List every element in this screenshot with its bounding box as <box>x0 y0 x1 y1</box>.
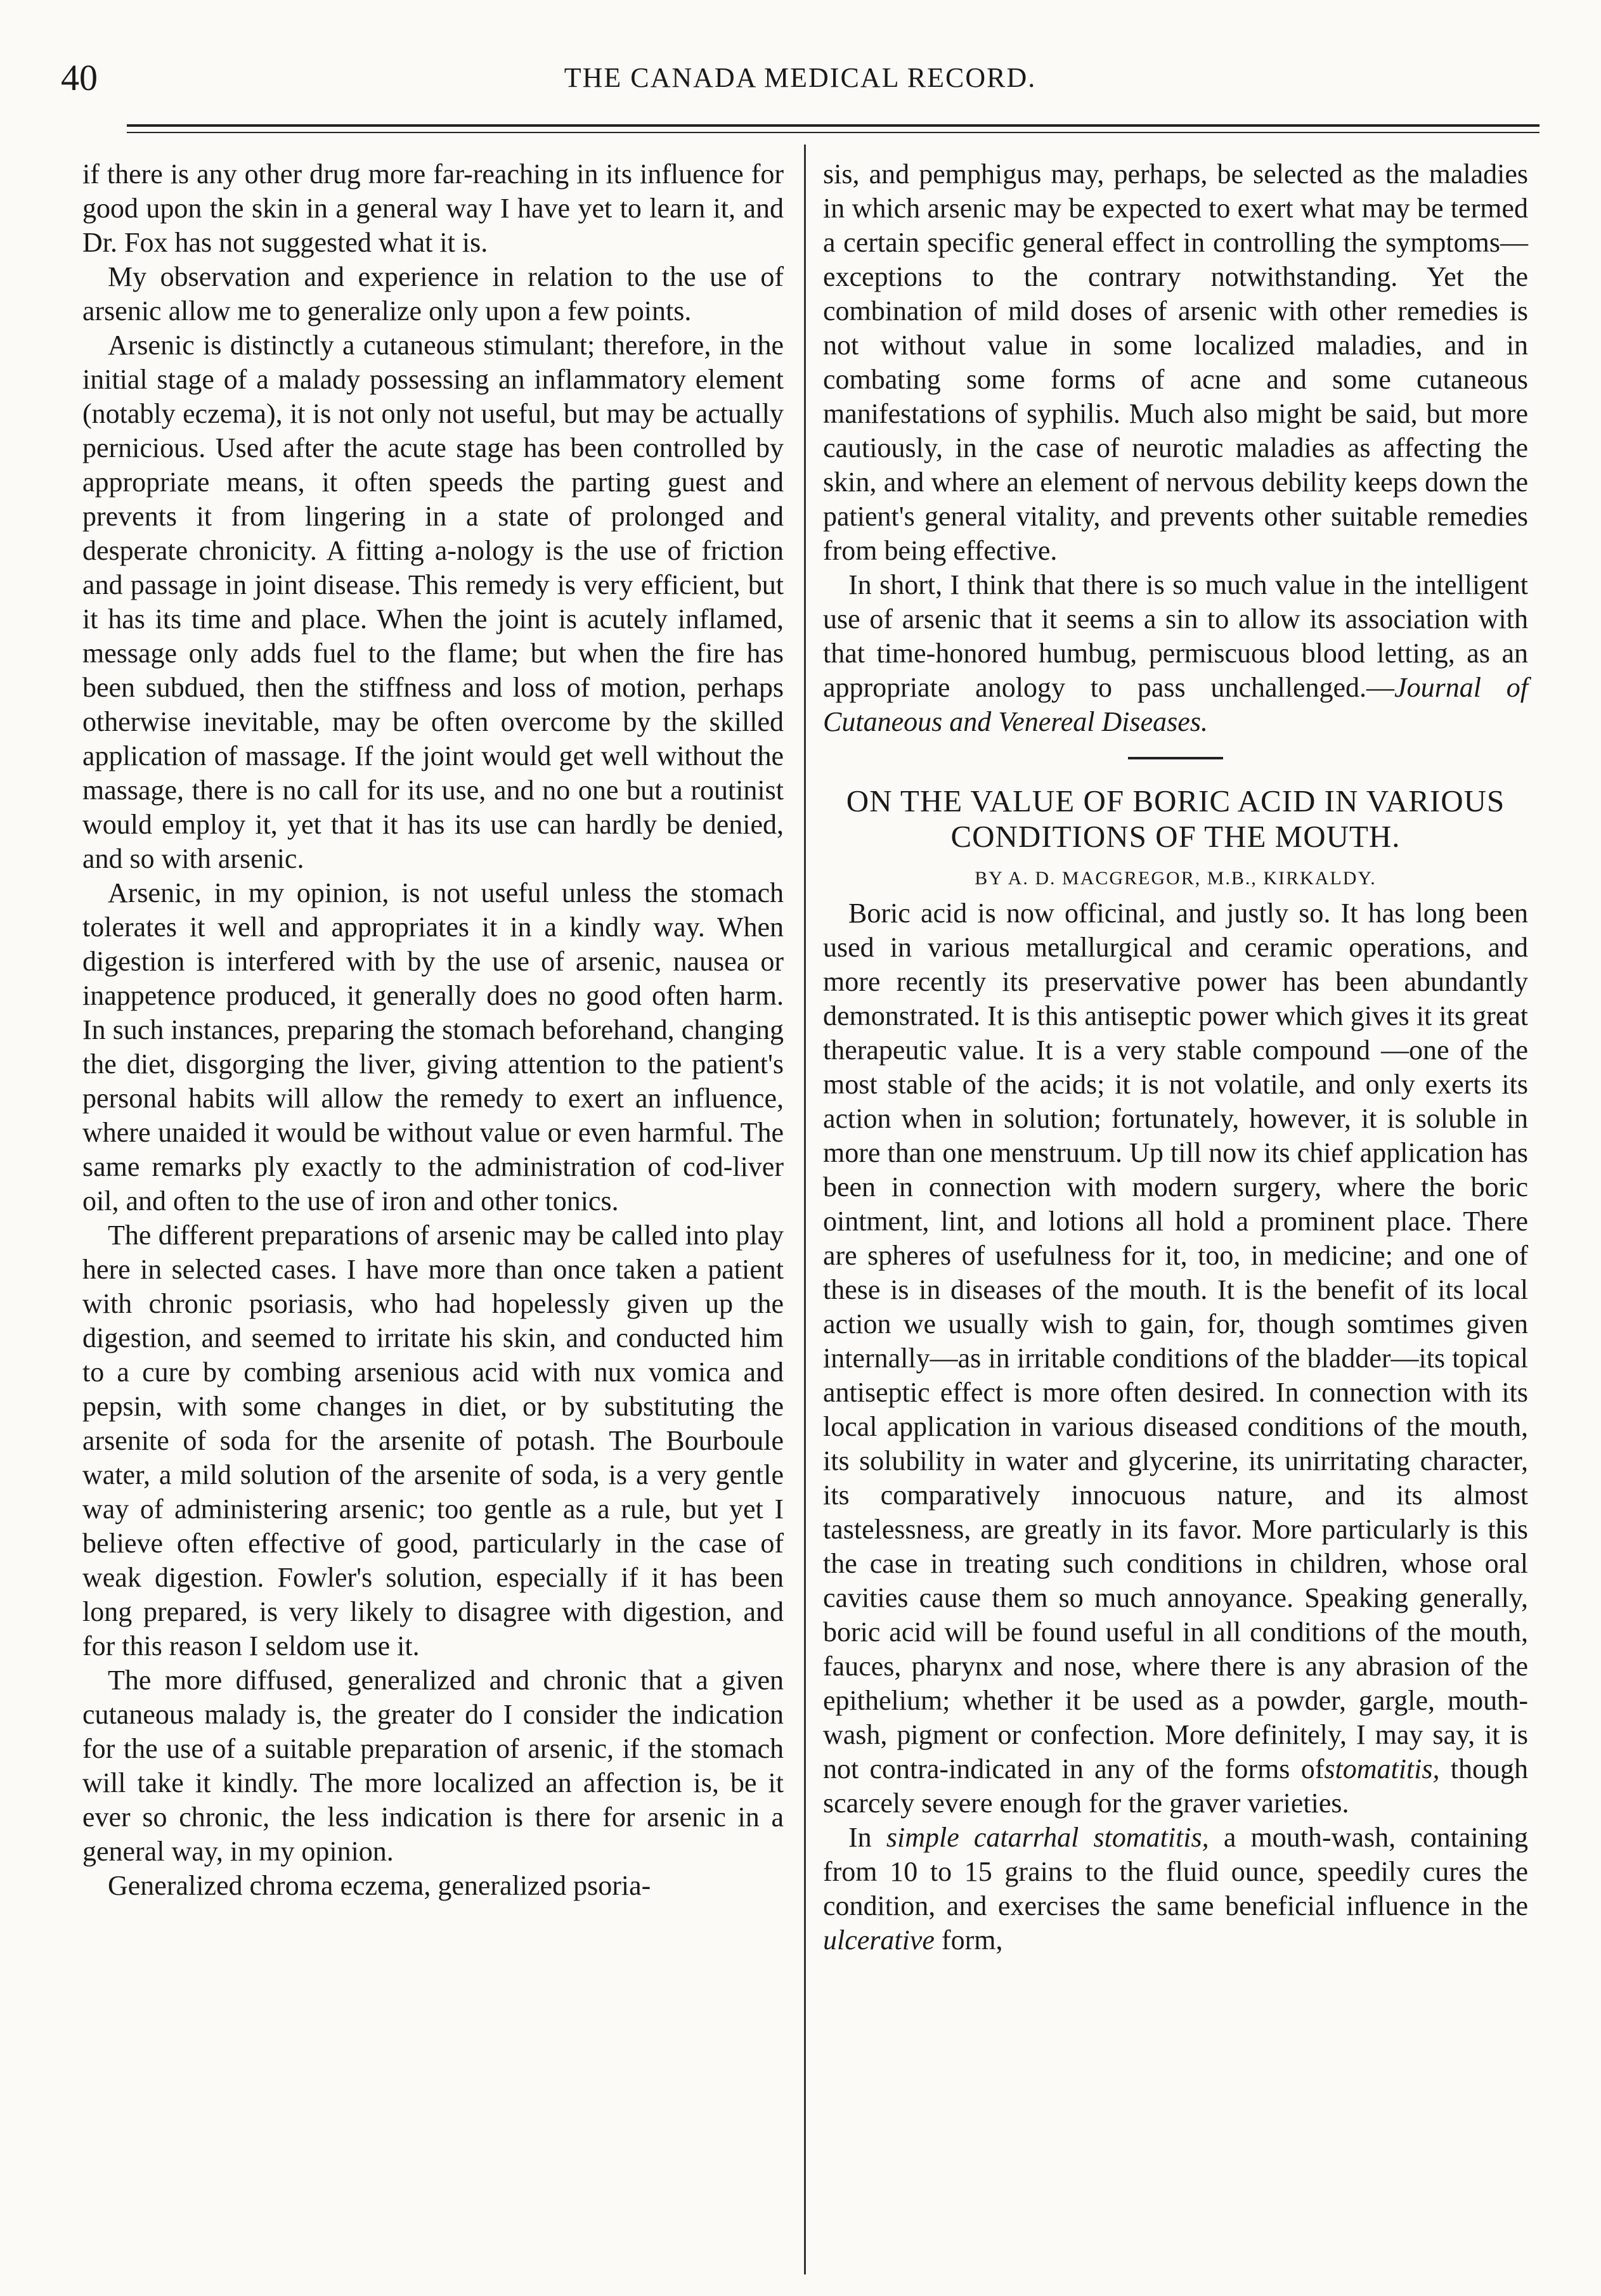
italic-term: stomatitis, <box>1324 1753 1440 1784</box>
paragraph: if there is any other drug more far-reaching in its influence for good upon the skin in a general way I have yet to learn it, and Dr. Fox has not suggested what it is. <box>82 158 784 258</box>
paragraph: My observation and experience in relation to the use of arsenic allow me to generalize only upon a few points. <box>82 261 784 326</box>
paragraph: The different preparations of arsenic may be called into play here in selected cases. I have more than once taken a patient with chronic psoriasis, who had hopelessly given up the digestion, and seemed to irritate his skin, and conducted him to a cure by combing arsenious acid with nux vomica and pepsin, with some changes in diet, or by substituting the arsenite of soda for the arsenite of potash. The Bourboule water, a mild solution of the arsenite of soda, is a very gentle way of administering arsenic; too gentle as a rule, but yet I believe often effective of good, particularly in the case of weak digestion. Fowler's solution, especially if it has been long prepared, is very likely to disagree with digestion, and for this reason I seldom use it. <box>82 1220 784 1661</box>
paragraph <box>823 896 1528 1821</box>
column-divider <box>804 145 806 2274</box>
paragraph: sis, and pemphigus may, perhaps, be selected as the maladies in which arsenic may be expected to exert what may be termed a certain specific general effect in controlling the symptoms—exceptions to the contrary notwithstanding. Yet the combination of mild doses of arsenic with other remedies is not without value in some localized maladies, and in combating some forms of acne and some cutaneous manifestations of syphilis. Much also might be said, but more cautiously, in the case of neurotic maladies as affecting the skin, and where an element of nervous debility keeps down the patient's general vitality, and prevents other suitable remedies from being effective. <box>823 158 1528 566</box>
paragraph-text: though scarcely severe enough for the graver varieties. <box>823 1753 1528 1819</box>
paragraph-text: form, <box>934 1925 1003 1956</box>
paragraph: Generalized chroma eczema, generalized psoria- <box>108 1870 651 1901</box>
paragraph-text: Boric acid is now officinal, and justly so. It has long been used in various metallurgical and ceramic operations, and more recently its preservative power has been abundantly demonstrated. It is this antiseptic power which gives it its great therapeutic value. It is a very stable compound —one of the most stable of the acids; it is not volatile, and only exerts its action when in solution; fortunately, however, it is soluble in more than one menstruum. Up till now its chief application has been in connection with modern surgery, where the boric ointment, lint, and lotions all hold a prominent place. There are spheres of usefulness for it, too, in medicine; and one of these is in diseases of the mouth. It is the benefit of its local action we usually wish to gain, for, though somtimes given internally—as in irritable conditions of the bladder—its topical antiseptic effect is more often desired. In connection with its local application in various diseased conditions of the mouth, its solubility in water and glycerine, its unirritating character, its comparatively innocuous nature, and its almost tastelessness, are greatly in its favor. More particularly is this the case in treating such conditions in children, whose oral cavities cause them so much annoyance. Speaking generally, boric acid will be found useful in all conditions of the mouth, fauces, pharynx and nose, where there is any abrasion of the epithelium; whether it be used as a powder, gargle, mouth-wash, pigment or confection. More definitely, I may say, it is not contra-indicated in any of the forms of <box>823 898 1528 1784</box>
right-column <box>823 157 1528 1957</box>
paragraph: Arsenic, in my opinion, is not useful unless the stomach tolerates it well and appropriates it in a kindly way. When digestion is interfered with by the use of arsenic, nausea or inappetence produced, it generally does no good often harm. In such instances, preparing the stomach beforehand, changing the diet, disgorging the liver, giving attention to the patient's personal habits will allow the remedy to exert an influence, where unaided it would be without value or even harmful. The same remarks ply exactly to the administration of cod-liver oil, and often to the use of iron and other tonics. <box>82 877 784 1216</box>
paragraph <box>823 568 1528 739</box>
italic-term: ulcerative <box>823 1925 935 1956</box>
article-title: ON THE VALUE OF BORIC ACID IN VARIOUS CONDITIONS OF THE MOUTH. <box>846 784 1505 854</box>
paragraph-text: In <box>848 1822 886 1853</box>
header-rule <box>127 124 1539 133</box>
running-head <box>61 49 1539 106</box>
source-citation: Journal of Cutaneous and Venereal Diseases. <box>823 672 1528 737</box>
paragraph-text: In short, I think that there is so much value in the intelligent use of arsenic that it seems a sin to allow its association with that time-honored humbug, permiscuous blood letting, as an appropriate anology to pass unchallenged.— <box>823 569 1528 703</box>
paragraph: Arsenic is distinctly a cutaneous stimulant; therefore, in the initial stage of a malady possessing an inflammatory element (notably eczema), it is not only not useful, but may be actually pernicious. Used after the acute stage has been controlled by appropriate means, it often speeds the parting guest and prevents it from lingering in a state of prolonged and desperate chronicity. A fitting a-nology is the use of friction and passage in joint disease. This remedy is very efficient, but it has its time and place. When the joint is acutely inflamed, message only adds fuel to the flame; but when the fire has been subdued, then the stiffness and loss of motion, perhaps otherwise inevitable, may be often overcome by the skilled application of massage. If the joint would get well without the massage, there is no call for its use, and no one but a routinist would employ it, yet that it has its use can hardly be denied, and so with arsenic. <box>82 330 784 874</box>
left-column <box>82 157 784 1903</box>
journal-title: THE CANADA MEDICAL RECORD. <box>564 62 1037 93</box>
paragraph: The more diffused, generalized and chronic that a given cutaneous malady is, the greater do I consider the indication for the use of a suitable preparation of arsenic, if the stomach will take it kindly. The more localized an affection is, be it ever so chronic, the less indication is there for arsenic in a general way, in my opinion. <box>82 1665 784 1867</box>
section-divider <box>1128 757 1223 759</box>
page-number: 40 <box>61 57 98 98</box>
italic-term: simple catarrhal stomatitis, <box>886 1822 1209 1853</box>
paragraph-text: a mouth-wash, containing from 10 to 15 grains to the fluid ounce, speedily cures the condition, and exercises the same beneficial influence in the <box>823 1822 1529 1921</box>
byline: BY A. D. MACGREGOR, M.B., KIRKALDY. <box>975 868 1377 889</box>
paragraph <box>823 1821 1528 1957</box>
